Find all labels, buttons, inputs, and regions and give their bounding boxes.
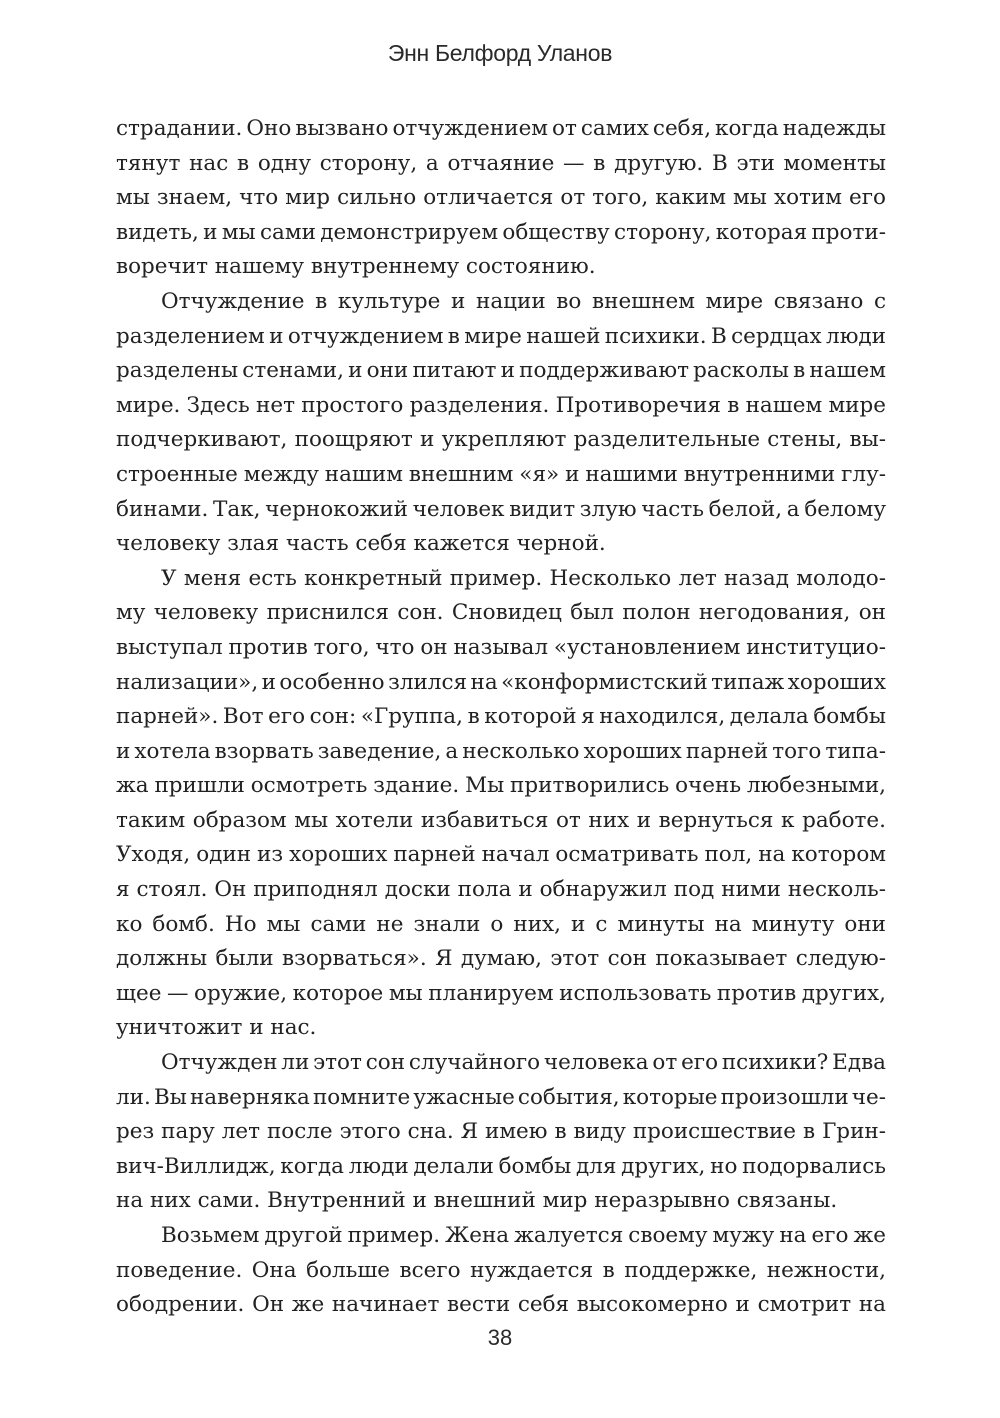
text-line: парней». Вот его сон: «Группа, в которой я находился, делала бомбы bbox=[116, 704, 886, 730]
text-line: Отчуждение в культуре и нации во внешнем мире связано с bbox=[161, 288, 886, 314]
text-line: Уходя, один из хороших парней начал осматривать пол, на котором bbox=[116, 842, 886, 868]
text-line: мы знаем, что мир сильно отличается от того, каким мы хотим его bbox=[116, 185, 886, 211]
text-line: видеть, и мы сами демонстрируем обществу сторону, которая проти- bbox=[116, 219, 886, 245]
running-header: Энн Белфорд Уланов bbox=[387, 40, 613, 66]
text-line: строенные между нашим внешним «я» и нашими внутренними глу- bbox=[116, 461, 886, 487]
text-line: разделены стенами, и они питают и поддерживают расколы в нашем bbox=[116, 358, 886, 384]
text-line: тянут нас в одну сторону, а отчаяние — в другую. В эти моменты bbox=[116, 150, 886, 176]
text-line: подчеркивают, поощряют и укрепляют разделительные стены, вы- bbox=[116, 427, 886, 453]
text-line: выступал против того, что он называл «установлением институцио- bbox=[116, 634, 886, 660]
text-line: ко бомб. Но мы сами не знали о них, и с минуты на минуту они bbox=[116, 911, 886, 937]
page-number: 38 bbox=[487, 1325, 513, 1350]
paragraph-continues bbox=[116, 1219, 886, 1323]
paragraph bbox=[116, 1046, 886, 1219]
text-line: ли. Вы наверняка помните ужасные события, которые произошли че- bbox=[116, 1084, 886, 1110]
text-line: человеку злая часть себя кажется черной. bbox=[116, 531, 606, 557]
page-body bbox=[116, 112, 886, 1323]
text-line: поведение. Она больше всего нуждается в поддержке, нежности, bbox=[116, 1257, 886, 1283]
text-line: таким образом мы хотели избавиться от них и вернуться к работе. bbox=[116, 807, 886, 833]
text-line: должны были взорваться». Я думаю, этот сон показывает следую- bbox=[116, 946, 886, 972]
text-line: У меня есть конкретный пример. Несколько лет назад молодо- bbox=[161, 565, 886, 591]
text-line: Возьмем другой пример. Жена жалуется своему мужу на его же bbox=[161, 1223, 886, 1248]
text-line: мире. Здесь нет простого разделения. Противоречия в нашем мире bbox=[116, 392, 886, 418]
text-line: разделением и отчуждением в мире нашей психики. В сердцах люди bbox=[116, 323, 886, 349]
text-line: страдании. Оно вызвано отчуждением от самих себя, когда надежды bbox=[116, 116, 886, 141]
text-line: жа пришли осмотреть здание. Мы притворились очень любезными, bbox=[116, 773, 886, 799]
text-line: ободрении. Он же начинает вести себя высокомерно и смотрит на bbox=[116, 1292, 886, 1318]
text-line: вич-Виллидж, когда люди делали бомбы для других, но подорвались bbox=[116, 1153, 886, 1179]
text-line: уничтожит и нас. bbox=[116, 1015, 317, 1041]
text-line: бинами. Так, чернокожий человек видит злую часть белой, а белому bbox=[116, 496, 886, 522]
text-line: я стоял. Он приподнял доски пола и обнаружил под ними несколь- bbox=[116, 877, 886, 903]
text-line: щее — оружие, которое мы планируем использовать против других, bbox=[116, 980, 886, 1006]
paragraph bbox=[116, 285, 886, 562]
text-line: рез пару лет после этого сна. Я имею в виду происшествие в Грин- bbox=[116, 1119, 886, 1145]
text-line: воречит нашему внутреннему состоянию. bbox=[116, 254, 596, 280]
paragraph-continued bbox=[116, 112, 886, 285]
text-line: му человеку приснился сон. Сновидец был полон негодования, он bbox=[116, 600, 886, 626]
text-line: Отчужден ли этот сон случайного человека от его психики? Едва bbox=[161, 1050, 886, 1076]
paragraph bbox=[116, 562, 886, 1046]
text-line: и хотела взорвать заведение, а несколько хороших парней того типа- bbox=[116, 738, 886, 764]
text-line: нализации», и особенно злился на «конформистский типаж хороших bbox=[116, 669, 886, 695]
text-line: на них сами. Внутренний и внешний мир неразрывно связаны. bbox=[116, 1188, 838, 1214]
